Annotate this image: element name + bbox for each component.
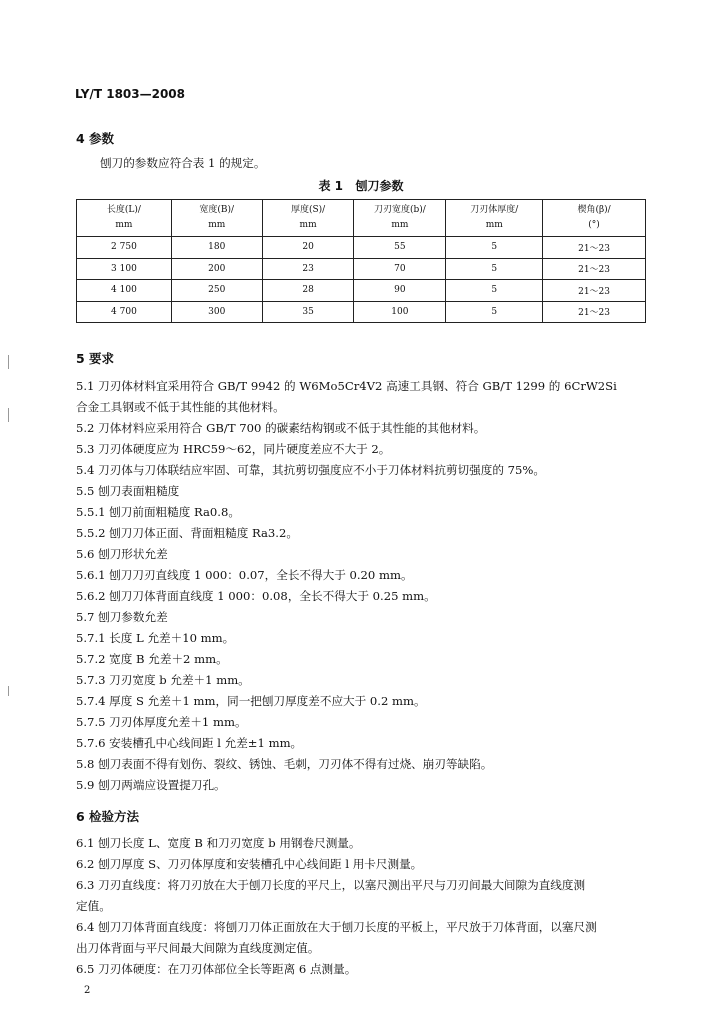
- table-cell: 4 700: [77, 301, 172, 323]
- table-row: [77, 301, 646, 323]
- clause-6-4: 6.4 刨刀刀体背面直线度：将刨刀刀体正面放在大于刨刀长度的平板上，平尺放于刀体背面，以塞尺测: [76, 920, 597, 934]
- clause-5-5-1: 5.5.1 刨刀前面粗糙度 Ra0.8。: [76, 505, 240, 519]
- clause-6-2: 6.2 刨刀厚度 S、刀刃体厚度和安装槽孔中心线间距 l 用卡尺测量。: [76, 857, 423, 871]
- header-length: [77, 200, 172, 237]
- scan-margin-mark: [8, 408, 9, 422]
- header-unit: mm: [299, 220, 317, 230]
- section-4-intro: 刨刀的参数应符合表 1 的规定。: [100, 156, 266, 170]
- section-5-heading: 5 要求: [76, 351, 115, 366]
- table-cell: 4 100: [77, 280, 172, 302]
- clause-5-2: 5.2 刀体材料应采用符合 GB/T 700 的碳素结构钢或不低于其性能的其他材料。: [76, 421, 486, 435]
- scan-margin-mark: [8, 686, 9, 696]
- header-blade-width: [354, 200, 446, 237]
- clause-5-7-4: 5.7.4 厚度 S 允差＋1 mm，同一把刨刀厚度差不应大于 0.2 mm。: [76, 694, 426, 708]
- clause-5-7: 5.7 刨刀参数允差: [76, 610, 168, 624]
- header-text: 刀刃体厚度/: [470, 205, 519, 215]
- table-row: [77, 258, 646, 280]
- clause-6-5: 6.5 刀刃体硬度：在刀刃体部位全长等距离 6 点测量。: [76, 962, 357, 976]
- clause-5-6: 5.6 刨刀形状允差: [76, 547, 168, 561]
- page-number: 2: [84, 985, 91, 996]
- header-blade-thickness: [446, 200, 543, 237]
- table-cell: 55: [354, 237, 446, 259]
- clause-5-6-1: 5.6.1 刨刀刀刃直线度 1 000：0.07，全长不得大于 0.20 mm。: [76, 568, 413, 582]
- header-text: 长度(L)/: [106, 205, 141, 215]
- table-caption: 表 1 刨刀参数: [318, 179, 404, 193]
- table-cell: 28: [262, 280, 354, 302]
- header-unit: mm: [485, 220, 503, 230]
- table-cell: 70: [354, 258, 446, 280]
- clause-5-6-2: 5.6.2 刨刀刀体背面直线度 1 000：0.08，全长不得大于 0.25 mm。: [76, 589, 436, 603]
- clause-5-3: 5.3 刀刃体硬度应为 HRC59～62，同片硬度差应不大于 2。: [76, 442, 391, 456]
- clause-5-4: 5.4 刀刃体与刀体联结应牢固、可靠，其抗剪切强度应不小于刀体材料抗剪切强度的 75%。: [76, 463, 545, 477]
- table-cell: 35: [262, 301, 354, 323]
- table-cell: 300: [171, 301, 262, 323]
- clause-5-1: 5.1 刀刃体材料宜采用符合 GB/T 9942 的 W6Mo5Cr4V2 高速工具钢、符合 GB/T 1299 的 6CrW2Si: [76, 379, 617, 393]
- section-4-heading: 4 参数: [76, 131, 115, 146]
- clause-5-7-3: 5.7.3 刀刃宽度 b 允差＋1 mm。: [76, 673, 250, 687]
- header-unit: mm: [391, 220, 409, 230]
- clause-5-5-2: 5.5.2 刨刀刀体正面、背面粗糙度 Ra3.2。: [76, 526, 298, 540]
- clause-5-5: 5.5 刨刀表面粗糙度: [76, 484, 180, 498]
- header-thickness: [262, 200, 354, 237]
- table-cell: 100: [354, 301, 446, 323]
- header-unit: mm: [208, 220, 226, 230]
- table-row: [77, 280, 646, 302]
- table-cell: 21～23: [543, 258, 646, 280]
- table-cell: 21～23: [543, 301, 646, 323]
- header-wedge-angle: [543, 200, 646, 237]
- table-row: [77, 237, 646, 259]
- table-cell: 2 750: [77, 237, 172, 259]
- clause-5-8: 5.8 刨刀表面不得有划伤、裂纹、锈蚀、毛刺，刀刃体不得有过烧、崩刃等缺陷。: [76, 757, 493, 771]
- standard-header: LY/T 1803—2008: [75, 87, 186, 101]
- table-header-row: [77, 200, 646, 237]
- table-cell: 180: [171, 237, 262, 259]
- clause-5-7-1: 5.7.1 长度 L 允差＋10 mm。: [76, 631, 235, 645]
- clause-5-9: 5.9 刨刀两端应设置提刀孔。: [76, 778, 226, 792]
- table-cell: 21～23: [543, 280, 646, 302]
- parameter-table: [76, 199, 646, 323]
- header-width: [171, 200, 262, 237]
- table-cell: 20: [262, 237, 354, 259]
- scan-margin-mark: [8, 355, 9, 369]
- header-text: 宽度(B)/: [199, 205, 235, 215]
- table-cell: 3 100: [77, 258, 172, 280]
- header-text: 厚度(S)/: [290, 205, 326, 215]
- clause-6-3: 6.3 刀刃直线度：将刀刃放在大于刨刀长度的平尺上，以塞尺测出平尺与刀刃间最大间隙为直线度测: [76, 878, 586, 892]
- clause-5-1-cont: 合金工具钢或不低于其性能的其他材料。: [76, 400, 285, 414]
- table-cell: 250: [171, 280, 262, 302]
- clause-6-4-cont: 出刀体背面与平尺间最大间隙为直线度测定值。: [76, 941, 320, 955]
- table-cell: 21～23: [543, 237, 646, 259]
- header-unit: mm: [115, 220, 133, 230]
- header-text: 楔角(β)/: [577, 205, 611, 215]
- clause-6-3-cont: 定值。: [76, 899, 111, 913]
- header-text: 刀刃宽度(b)/: [373, 205, 426, 215]
- table-cell: 5: [446, 258, 543, 280]
- table-cell: 23: [262, 258, 354, 280]
- section-6-heading: 6 检验方法: [76, 809, 140, 824]
- header-unit: (°): [588, 220, 600, 230]
- clause-6-1: 6.1 刨刀长度 L、宽度 B 和刀刃宽度 b 用钢卷尺测量。: [76, 836, 361, 850]
- table-cell: 90: [354, 280, 446, 302]
- table-cell: 5: [446, 237, 543, 259]
- clause-5-7-6: 5.7.6 安装槽孔中心线间距 l 允差±1 mm。: [76, 736, 303, 750]
- clause-5-7-5: 5.7.5 刀刃体厚度允差＋1 mm。: [76, 715, 247, 729]
- table-cell: 5: [446, 301, 543, 323]
- clause-5-7-2: 5.7.2 宽度 B 允差＋2 mm。: [76, 652, 228, 666]
- table-cell: 200: [171, 258, 262, 280]
- table-cell: 5: [446, 280, 543, 302]
